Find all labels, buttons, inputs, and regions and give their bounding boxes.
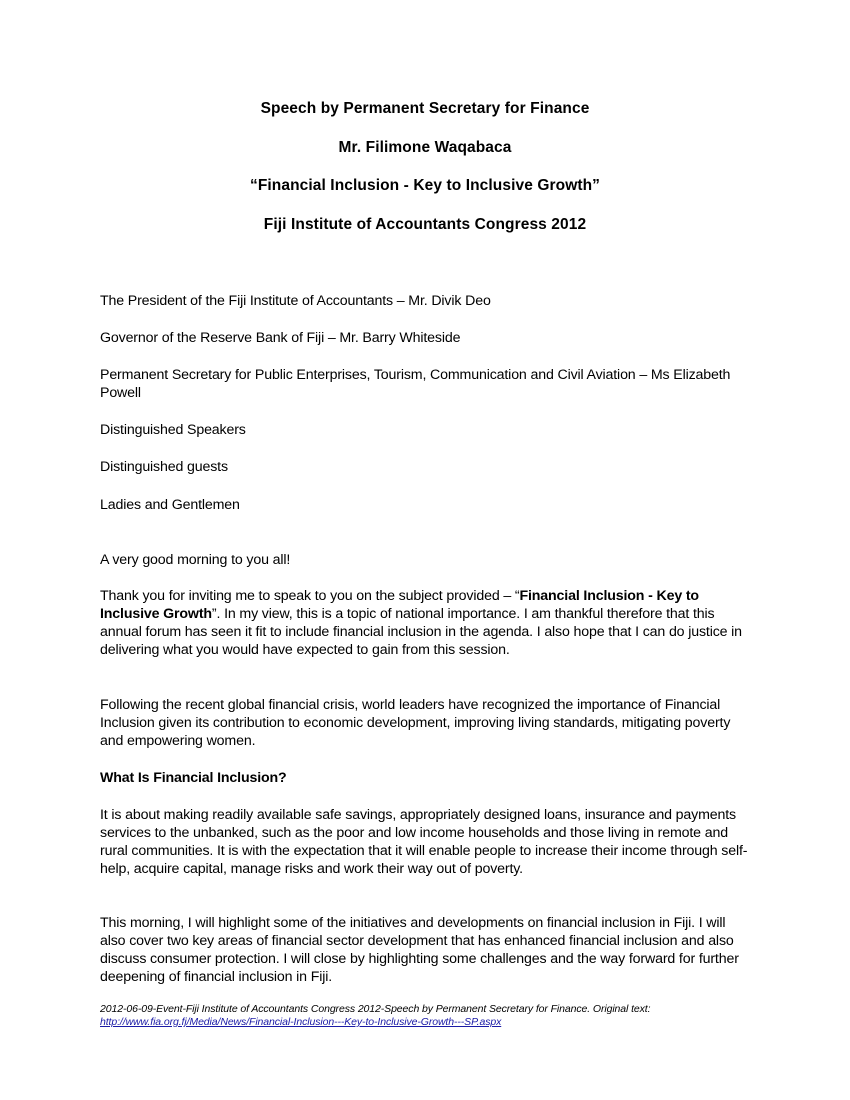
speaker-name: Mr. Filimone Waqabaca	[338, 139, 512, 156]
paragraph-thanks-pre: Thank you for inviting me to speak to you on the subject provided – “	[100, 588, 520, 604]
paragraph-thanks	[100, 587, 752, 659]
event-name: Fiji Institute of Accountants Congress 2012	[263, 216, 587, 233]
salutation-1: The President of the Fiji Institute of Accountants – Mr. Divik Deo	[100, 293, 491, 309]
source-link[interactable]: http://www.fia.org.fj/Media/News/Financial-Inclusion---Key-to-Inclusive-Growth---SP.aspx	[100, 1016, 502, 1028]
citation-text: 2012-06-09-Event-Fiji Institute of Accountants Congress 2012-Speech by Permanent Secretary for Finance. Original text:	[100, 1003, 651, 1015]
paragraph-crisis: Following the recent global financial crisis, world leaders have recognized the importance of Financial Inclusion given its contribution to economic development, improving living standards, mitigating poverty and empowering women.	[100, 697, 731, 749]
paragraph-thanks-bold: Financial Inclusion - Key to Inclusive Growth	[100, 588, 699, 622]
salutation-3: Permanent Secretary for Public Enterprises, Tourism, Communication and Civil Aviation – Ms Elizabeth Powell	[100, 367, 731, 401]
paragraph-thanks-post: ”. In my view, this is a topic of national importance. I am thankful therefore that this annual forum has seen it fit to include financial inclusion in the agenda. I also hope that I can do justice in delivering what you would have expected to gain from this session.	[100, 606, 742, 658]
speech-title: Speech by Permanent Secretary for Finance	[260, 100, 590, 117]
salutation-2: Governor of the Reserve Bank of Fiji – Mr. Barry Whiteside	[100, 330, 461, 346]
paragraph-outline: This morning, I will highlight some of the initiatives and developments on financial inclusion in Fiji. I will also cover two key areas of financial sector development that has enhanced financial inclusion and also discuss consumer protection. I will close by highlighting some challenges and the way forward for further deepening of financial inclusion in Fiji.	[100, 915, 739, 985]
footer-citation	[100, 1003, 760, 1029]
paragraph-definition: It is about making readily available safe savings, appropriately designed loans, insurance and payments services to the unbanked, such as the poor and low income households and those living in remote and rural communities. It is with the expectation that it will enable people to increase their income through self-help, acquire capital, manage risks and work their way out of poverty.	[100, 807, 748, 877]
speech-topic: “Financial Inclusion - Key to Inclusive Growth”	[249, 177, 601, 194]
salutation-4: Distinguished Speakers	[100, 422, 246, 438]
salutation-5: Distinguished guests	[100, 459, 228, 475]
salutation-6: Ladies and Gentlemen	[100, 497, 240, 513]
section-heading: What Is Financial Inclusion?	[100, 770, 287, 786]
greeting: A very good morning to you all!	[100, 552, 291, 568]
